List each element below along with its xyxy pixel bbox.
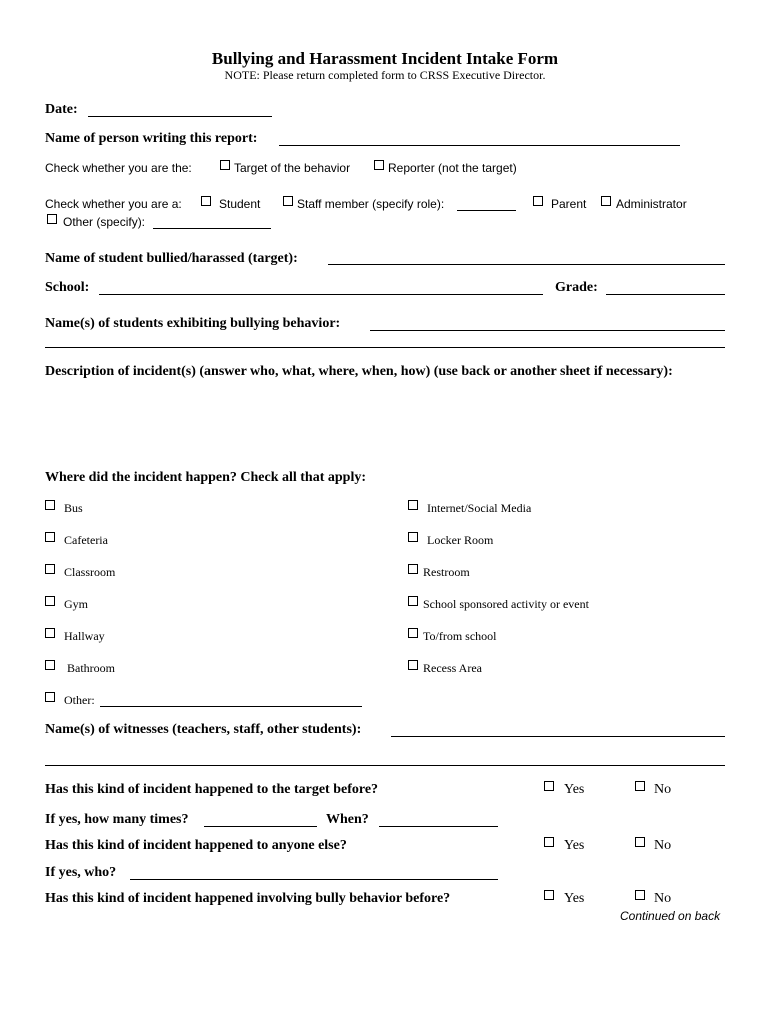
locker-room-checkbox[interactable] [408, 532, 418, 542]
student-option-label: Student [219, 197, 261, 211]
staff-option-label: Staff member (specify role): [297, 197, 445, 211]
school-label: School: [45, 280, 90, 295]
description-area[interactable] [45, 384, 725, 464]
bully-names-field[interactable] [370, 330, 725, 331]
bus-checkbox[interactable] [45, 500, 55, 510]
q1-times-field[interactable] [204, 826, 317, 827]
q1-no-checkbox[interactable] [635, 781, 645, 791]
grade-label: Grade: [555, 280, 598, 295]
other-role-checkbox[interactable] [47, 214, 57, 224]
q2-no-label: No [654, 838, 672, 853]
person-check-label: Check whether you are a: [45, 197, 182, 211]
q3-label: Has this kind of incident happened involving bully behavior before? [45, 891, 451, 906]
q3-no-checkbox[interactable] [635, 890, 645, 900]
bus-label: Bus [64, 501, 83, 515]
other-role-option-label: Other (specify): [63, 215, 146, 229]
hallway-checkbox[interactable] [45, 628, 55, 638]
student-checkbox[interactable] [201, 196, 211, 206]
q2-who-label: If yes, who? [45, 865, 117, 880]
role-check-label: Check whether you are the: [45, 161, 192, 175]
parent-checkbox[interactable] [533, 196, 543, 206]
administrator-checkbox[interactable] [601, 196, 611, 206]
q2-no-checkbox[interactable] [635, 837, 645, 847]
q1-yes-label: Yes [564, 782, 585, 797]
other-location-label: Other: [64, 693, 95, 707]
bully-names-field-2[interactable] [45, 347, 725, 348]
q3-no-label: No [654, 891, 672, 906]
date-field[interactable] [88, 116, 272, 117]
school-activity-label: School sponsored activity or event [423, 597, 589, 611]
bathroom-label: Bathroom [67, 661, 115, 675]
recess-area-label: Recess Area [423, 661, 482, 675]
q1-no-label: No [654, 782, 672, 797]
witnesses-label: Name(s) of witnesses (teachers, staff, other students): [45, 722, 362, 737]
gym-label: Gym [64, 597, 88, 611]
school-activity-checkbox[interactable] [408, 596, 418, 606]
description-label: Description of incident(s) (answer who, what, where, when, how) (use back or another sheet if necessary): [45, 364, 673, 379]
witnesses-field-2[interactable] [45, 765, 725, 766]
internet-checkbox[interactable] [408, 500, 418, 510]
gym-checkbox[interactable] [45, 596, 55, 606]
recess-area-checkbox[interactable] [408, 660, 418, 670]
q1-when-field[interactable] [379, 826, 498, 827]
cafeteria-label: Cafeteria [64, 533, 108, 547]
target-name-field[interactable] [328, 264, 725, 265]
school-field[interactable] [99, 294, 543, 295]
restroom-checkbox[interactable] [408, 564, 418, 574]
reporter-option-label: Reporter (not the target) [388, 161, 517, 175]
staff-role-field[interactable] [457, 210, 516, 211]
date-label: Date: [45, 102, 78, 117]
writer-field[interactable] [279, 145, 680, 146]
target-name-label: Name of student bullied/harassed (target): [45, 251, 298, 266]
writer-label: Name of person writing this report: [45, 131, 258, 146]
to-from-school-label: To/from school [423, 629, 497, 643]
grade-field[interactable] [606, 294, 725, 295]
administrator-option-label: Administrator [616, 197, 687, 211]
hallway-label: Hallway [64, 629, 105, 643]
classroom-label: Classroom [64, 565, 116, 579]
other-location-checkbox[interactable] [45, 692, 55, 702]
q2-who-field[interactable] [130, 879, 498, 880]
locker-room-label: Locker Room [427, 533, 494, 547]
where-heading: Where did the incident happen? Check all that apply: [45, 470, 367, 485]
form-note: NOTE: Please return completed form to CRSS Executive Director. [224, 68, 546, 82]
classroom-checkbox[interactable] [45, 564, 55, 574]
restroom-label: Restroom [423, 565, 470, 579]
form-title: Bullying and Harassment Incident Intake Form [211, 49, 559, 68]
q2-label: Has this kind of incident happened to anyone else? [45, 838, 347, 853]
other-role-field[interactable] [153, 228, 271, 229]
q1-yes-checkbox[interactable] [544, 781, 554, 791]
witnesses-field[interactable] [391, 736, 725, 737]
to-from-school-checkbox[interactable] [408, 628, 418, 638]
q1-when-label: When? [326, 812, 369, 827]
bully-names-label: Name(s) of students exhibiting bullying behavior: [45, 316, 341, 331]
bathroom-checkbox[interactable] [45, 660, 55, 670]
target-option-label: Target of the behavior [234, 161, 351, 175]
continued-note: Continued on back [620, 909, 721, 923]
other-location-field[interactable] [100, 706, 362, 707]
internet-label: Internet/Social Media [427, 501, 532, 515]
reporter-checkbox[interactable] [374, 160, 384, 170]
q3-yes-checkbox[interactable] [544, 890, 554, 900]
q1-times-label: If yes, how many times? [45, 812, 189, 827]
q1-label: Has this kind of incident happened to the target before? [45, 782, 379, 797]
cafeteria-checkbox[interactable] [45, 532, 55, 542]
parent-option-label: Parent [551, 197, 587, 211]
staff-checkbox[interactable] [283, 196, 293, 206]
target-checkbox[interactable] [220, 160, 230, 170]
q2-yes-checkbox[interactable] [544, 837, 554, 847]
q2-yes-label: Yes [564, 838, 585, 853]
q3-yes-label: Yes [564, 891, 585, 906]
